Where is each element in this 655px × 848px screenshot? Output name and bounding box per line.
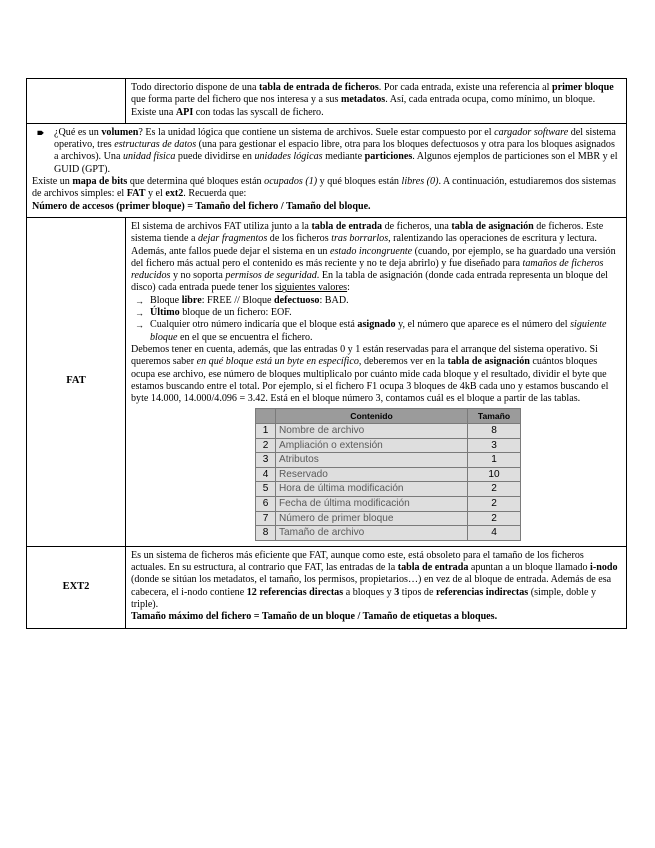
row-fat-label: FAT [27,217,126,546]
table-row: 8 Tamaño de archivo 4 [256,526,521,541]
list-item: → Último bloque de un fichero: EOF. [135,307,292,319]
fat-values-list [131,295,621,344]
ext2-paragraph: Es un sistema de ficheros más eficiente que FAT, aunque como este, está obsoleto para el tamaño de los ficheros actuales. En su estructura, al contrario que FAT, las entradas de la tabla de entrada apuntan a un bloque llamado i-nodo (donde se sitúan los metadatos, el tamaño, los permisos, propietarios…) en vez de al bloque de entrada. Además de esa cabecera, el i-nodo contiene 12 referencias directas a bloques y 3 tipos de referencias indirectas (simple, doble y triple). [131,549,618,610]
arrow-icon: → [135,320,144,331]
table-row: 2 Ampliación o extensión 3 [256,438,521,453]
volume-paragraph: 🠶 ¿Qué es un volumen? Es la unidad lógica que contiene un sistema de archivos. Suele estar compuesto por el cargador software del sistema operativo, tres estructuras de datos (una para gestionar el espacio libre, otra para los bloques defectuosos y otra para los bloques asignados a archivos). Una unidad física puede dividirse en unidades lógicas mediante particiones. Algunos ejemplos de particiones son el MBR y el GUID (GPT). [37,126,618,175]
arrow-icon: → [135,308,144,319]
header-index [256,409,276,424]
arrow-icon: → [135,295,144,306]
table-row: 7 Número de primer bloque 2 [256,511,521,526]
fat-paragraph: El sistema de archivos FAT utiliza junto a la tabla de entrada de ficheros, una tabla de asignación de ficheros. Este sistema tiende a dejar fragmentos de los ficheros tras borrarlos, ralentizando las operaciones de escritura y lectura. Además, ante fallos puede dejar el sistema en un estado incongruente (cuando, por ejemplo, se ha guardado una versión del fichero más actual pero el contenido es más reciente y no te deja abrirlo) y fue diseñado para tamaños de ficheros reducidos y no soporta permisos de seguridad. En la tabla de asignación (donde cada entrada representa un bloque del disco) cada entrada puede tener los siguientes valores: [131,220,616,294]
fat-entry-table [255,408,521,540]
bitmap-paragraph: Existe un mapa de bits que determina qué bloques están ocupados (1) y qué bloques están libres (0). A continuación, estudiaremos dos sistemas de archivos simples: el FAT y el ext2. Recuerda que: [32,176,616,200]
max-size-formula: Tamaño máximo del fichero = Tamaño de un bloque / Tamaño de etiquetas a bloques. [131,611,498,623]
list-item: → Cualquier otro número indicaría que el bloque está asignado y, el número que aparece es el número del siguiente bloque en el que se encuentra el fichero. [135,319,607,343]
fat-byte-paragraph: Debemos tener en cuenta, además, que las entradas 0 y 1 están reservadas para el arranque del sistema operativo. Si queremos saber en qué bloque está un byte en específico, deberemos ver en la tabla de asignación cuántos bloques ocupa ese archivo, ese número de bloques multiplicalo por cuánto mide cada bloque y el resultado, dividir el byte que estamos buscando entre el total. Por ejemplo, si el fichero F1 ocupa 3 bloques de 4kB cada uno y estamos buscando el byte 14.000, 14.000/4.096 = 3.42. Está en el bloque número 3, contamos cuál es el bloque a partir de las tablas. [131,343,609,405]
access-formula: Número de accesos (primer bloque) = Tamaño del fichero / Tamaño del bloque. [32,200,371,212]
header-contenido: Contenido [276,409,468,424]
header-tamano: Tamaño [468,409,521,424]
row-ext2 [27,546,627,628]
notes-table [26,78,627,629]
row-volume [27,123,627,217]
table-row: 3 Atributos 1 [256,453,521,468]
list-item: → Bloque libre: FREE // Bloque defectuoso: BAD. [135,294,349,306]
table-row: 6 Fecha de última modificación 2 [256,496,521,511]
row-volume-content [27,123,627,217]
intro-paragraph: Todo directorio dispone de una tabla de entrada de ficheros. Por cada entrada, existe una referencia al primer bloque que forma parte del fichero que nos interesa y a sus metadatos. Así, cada entrada ocupa, como mínimo, un bloque. Existe una API con todas las syscall de fichero. [131,82,614,118]
bullet-arrow-icon: 🠶 [37,127,45,138]
row-fat-content [126,217,627,546]
fat-entry-header [256,409,521,424]
table-row: 1 Nombre de archivo 8 [256,424,521,439]
row-ext2-content [126,546,627,628]
row-fat [27,217,627,546]
row-intro [27,79,627,124]
row-intro-label [27,79,126,124]
row-ext2-label: EXT2 [27,546,126,628]
row-intro-content [126,79,627,124]
table-row: 5 Hora de última modificación 2 [256,482,521,497]
table-row: 4 Reservado 10 [256,467,521,482]
